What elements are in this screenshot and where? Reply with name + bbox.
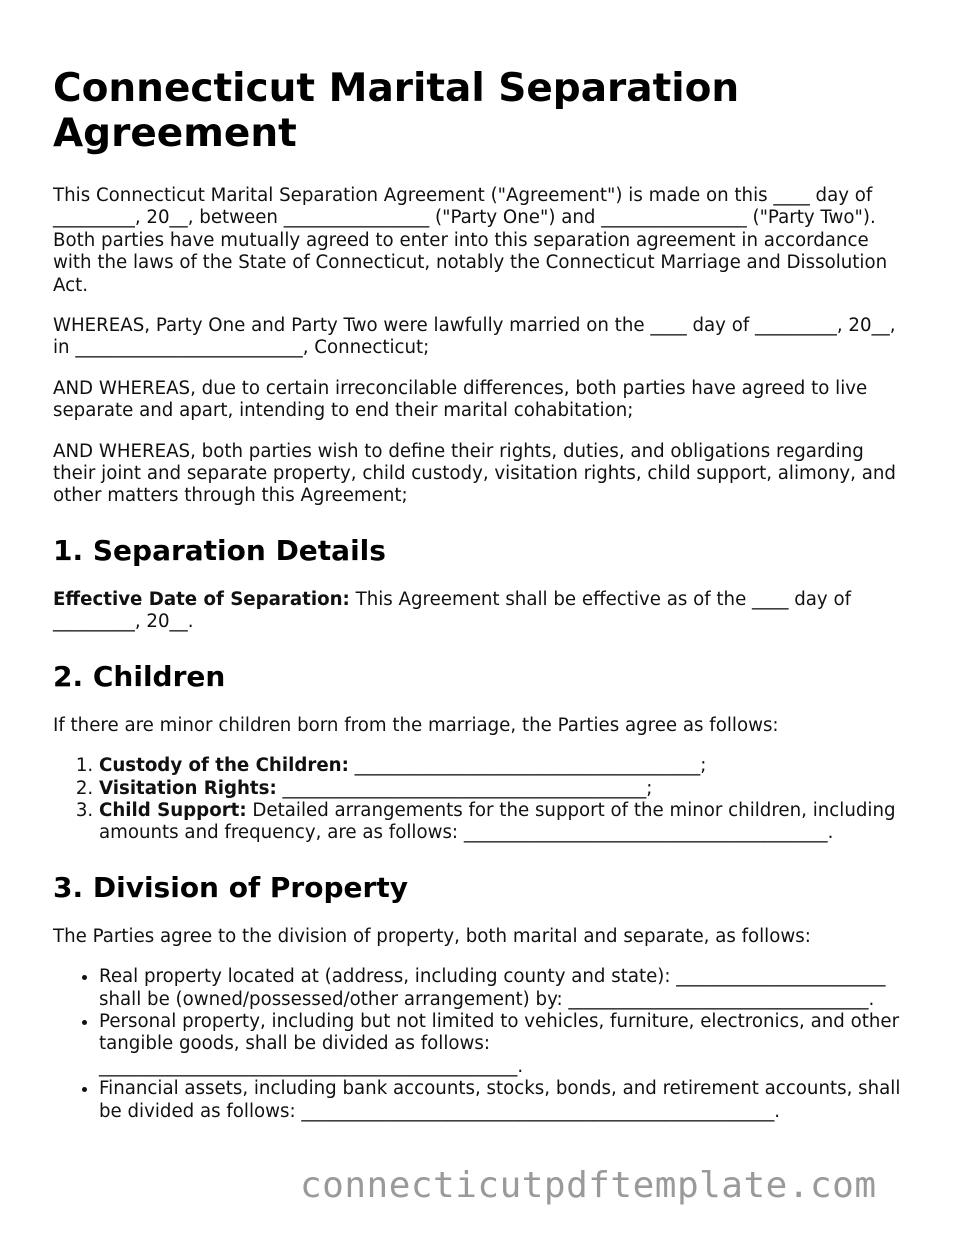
whereas-differences-paragraph: AND WHEREAS, due to certain irreconcilable differences, both parties have agreed to live separate and apart, intending to end their marital cohabitation;: [53, 377, 868, 422]
custody-label: Custody of the Children:: [99, 755, 349, 777]
effective-date-label: Effective Date of Separation:: [53, 588, 350, 610]
section-1-heading: 1. Separation Details: [53, 533, 386, 567]
whereas-rights-paragraph: AND WHEREAS, both parties wish to define their rights, duties, and obligations regarding their joint and separate property, child custody, visitation rights, child support, alimony, and other matters through this Agreement;: [53, 440, 896, 507]
list-item: [99, 800, 903, 845]
list-item: [99, 778, 903, 800]
children-list: [53, 755, 903, 845]
list-item: • Personal property, including but not limited to vehicles, furniture, electronics, and other tangible goods, shall be divided as follows: ______________________________________________.: [99, 1011, 903, 1078]
whereas-married-paragraph: WHEREAS, Party One and Party Two were lawfully married on the ____ day of _________, 20__, in _________________________, Connecticut;: [53, 315, 896, 359]
list-item: [99, 755, 903, 777]
child-support-text: Detailed arrangements for the support of the minor children, including amounts and frequency, are as follows: ________________________________________.: [99, 799, 896, 844]
effective-date-paragraph: [53, 589, 903, 634]
custody-text: ______________________________________;: [348, 755, 707, 777]
visitation-label: Visitation Rights:: [99, 777, 277, 799]
section-2-heading: 2. Children: [53, 659, 226, 693]
children-intro: If there are minor children born from the marriage, the Parties agree as follows:: [53, 714, 779, 736]
property-list: [53, 966, 903, 1123]
intro-paragraph-1: This Connecticut Marital Separation Agreement ("Agreement") is made on this ____ day of _________, 20__, between ________________ ("Party One") and ________________ ("Party Two"). Both parties have mutually agreed to enter into this separation agreement in accordance with the laws of the State of Connecticut, notably the Connecticut Marriage and Dissolution Act.: [53, 185, 888, 296]
list-item: • Real property located at (address, including county and state): _______________________ shall be (owned/possessed/other arrangement) by: _________________________________.: [99, 966, 903, 1011]
document-page: [53, 66, 903, 1141]
section-3-heading: 3. Division of Property: [53, 870, 408, 904]
child-support-label: Child Support:: [99, 799, 247, 821]
visitation-text: ________________________________________;: [276, 777, 653, 799]
effective-date-text: This Agreement shall be effective as of the ____ day of _________, 20__.: [53, 588, 851, 633]
list-item: • Financial assets, including bank accounts, stocks, bonds, and retirement accounts, shall be divided as follows: ____________________________________________________.: [99, 1078, 903, 1123]
site-watermark: connecticutpdftemplate.com: [300, 1165, 877, 1206]
property-intro: The Parties agree to the division of property, both marital and separate, as follows:: [53, 925, 811, 947]
page-title: Connecticut Marital Separation Agreement: [53, 66, 740, 156]
